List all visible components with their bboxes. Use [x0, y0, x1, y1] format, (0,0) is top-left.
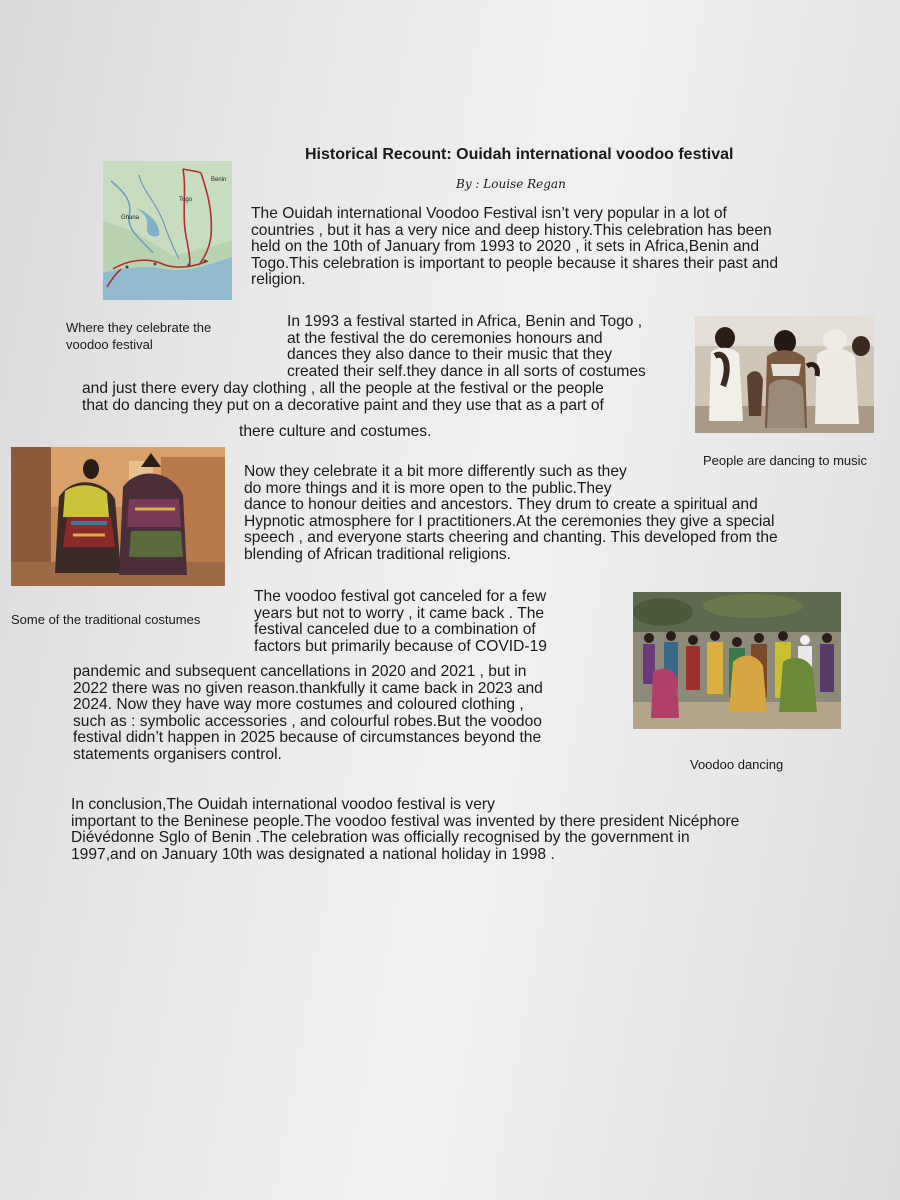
paragraph-line: dances they also dance to their music that they — [287, 346, 613, 364]
paragraph-line: important to the Beninese people.The voodoo festival was invented by there president Nicéphore — [71, 812, 740, 830]
map-caption: Where they celebrate the voodoo festival — [66, 320, 212, 352]
voodoo-dancing-caption: Voodoo dancing — [690, 757, 784, 772]
dancers-photo — [695, 316, 874, 433]
paragraph-line: Diévédonne Sglo of Benin .The celebration was officially recognised by the government in — [71, 829, 690, 847]
paragraph-line: Togo.This celebration is important to people because it shares their past and — [251, 254, 779, 272]
paragraph-line: The Ouidah international Voodoo Festival isn’t very popular in a lot of — [251, 205, 727, 222]
costumes-photo — [11, 447, 225, 586]
paragraph-line: and just there every day clothing , all the people at the festival or the people — [82, 380, 604, 397]
paragraph-line: countries , but it has a very nice and deep history.This celebration has been — [251, 221, 772, 239]
paragraph-line: such as : symbolic accessories , and colourful robes.But the voodoo — [73, 712, 542, 730]
paragraph-origins — [287, 314, 646, 380]
paragraph-line: In conclusion,The Ouidah international voodoo festival is very — [71, 796, 495, 813]
paragraph-line: 2022 there was no given reason.thankfully it came back in 2023 and — [73, 679, 543, 697]
paragraph-line: 1997,and on January 10th was designated a national holiday in 1998 . — [71, 845, 555, 863]
paragraph-line: at the festival the do ceremonies honours and — [287, 329, 603, 347]
paragraph-line: created their self.they dance in all sorts of costumes — [287, 362, 646, 380]
voodoo-dancing-photo — [633, 592, 841, 729]
paragraph-line: festival canceled due to a combination of — [254, 621, 536, 639]
paragraph-line: 2024. Now they have way more costumes and coloured clothing , — [73, 696, 524, 714]
paragraph-origins-end — [239, 424, 431, 441]
paragraph-line: factors but primarily because of COVID-19 — [254, 637, 547, 655]
map-label-ghana: Ghana — [121, 215, 140, 221]
map-label-benin: Benin — [211, 177, 227, 183]
paragraph-line: held on the 10th of January from 1993 to 2020 , it sets in Africa,Benin and — [251, 238, 759, 256]
paragraph-line: years but not to worry , it came back . The — [254, 604, 545, 622]
paragraph-line: In 1993 a festival started in Africa, Benin and Togo , — [287, 313, 643, 330]
paragraph-line: speech , and everyone starts cheering and chanting. This developed from the — [244, 529, 778, 547]
paragraph-line: Now they celebrate it a bit more differently such as they — [244, 463, 627, 480]
map-label-togo: Togo — [179, 197, 193, 203]
paragraph-line: statements organisers control. — [73, 745, 282, 763]
costumes-caption: Some of the traditional costumes — [11, 612, 201, 627]
paragraph-cancellations-continued — [73, 664, 543, 764]
paragraph-line: blending of African traditional religions. — [244, 545, 511, 563]
paragraph-today — [244, 464, 778, 564]
paragraph-origins-continued — [82, 381, 604, 414]
paragraph-line: festival didn’t happen in 2025 because of circumstances beyond the — [73, 729, 542, 747]
paragraph-cancellations — [254, 589, 547, 655]
paragraph-conclusion — [71, 797, 739, 863]
document-title: Historical Recount: Ouidah international voodoo festival — [305, 146, 734, 163]
paragraph-line: do more things and it is more open to the public.They — [244, 479, 612, 497]
author-byline: By : Louise Regan — [456, 177, 566, 191]
map-image — [103, 161, 232, 300]
paragraph-line: there culture and costumes. — [239, 423, 432, 440]
dancers-caption: People are dancing to music — [703, 453, 868, 468]
paragraph-line: pandemic and subsequent cancellations in 2020 and 2021 , but in — [73, 663, 527, 680]
paragraph-line: dance to honour deities and ancestors. They drum to create a spiritual and — [244, 496, 758, 514]
paragraph-line: Hypnotic atmosphere for I practitioners.At the ceremonies they give a special — [244, 512, 775, 530]
paragraph-intro — [251, 206, 778, 289]
paragraph-line: that do dancing they put on a decorative paint and they use that as a part of — [82, 396, 604, 414]
paragraph-line: religion. — [251, 271, 306, 289]
paragraph-line: The voodoo festival got canceled for a few — [254, 588, 547, 605]
